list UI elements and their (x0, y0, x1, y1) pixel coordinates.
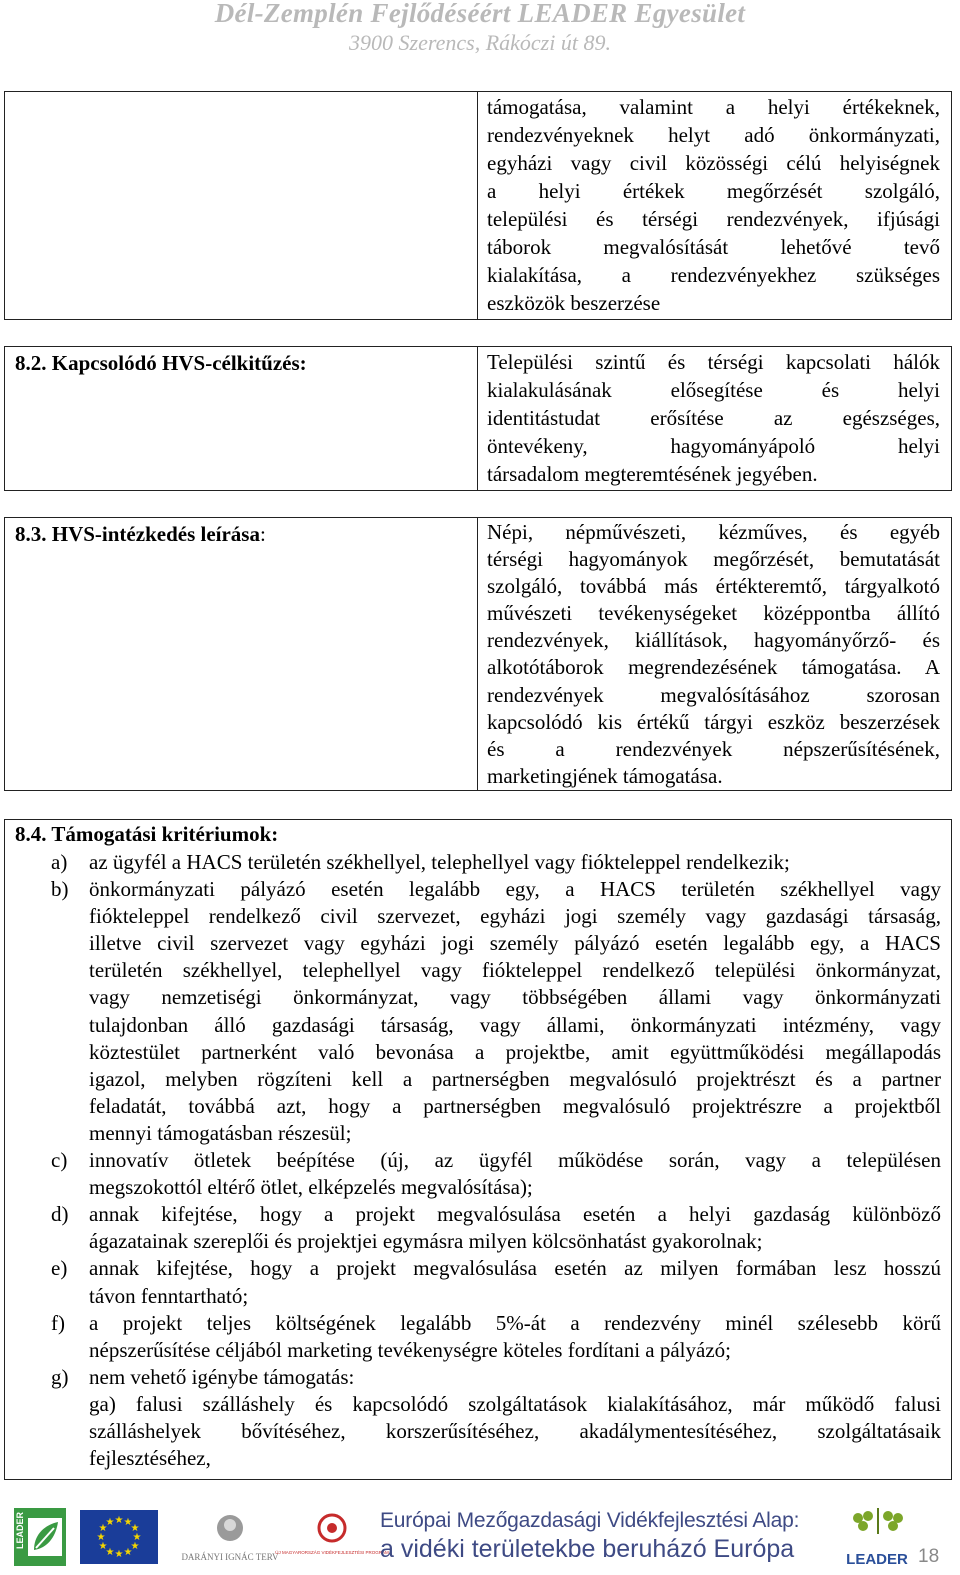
text-line: rendezvények megvalósításához szorosan (487, 682, 940, 707)
row-top-text (487, 93, 940, 317)
text-line: Népi, népművészeti, kézműves, és egyéb (487, 520, 940, 544)
section-title: HVS-intézkedés leírása (51, 522, 260, 546)
leader-logo (838, 1504, 916, 1570)
item-marker: d) (51, 1202, 69, 1227)
svg-text:★: ★ (130, 1523, 140, 1534)
text-line: kialakítása, a rendezvényekhez szükséges (487, 263, 940, 287)
text-line: művészeti tevékenységeket középpontba állító (487, 601, 940, 626)
criteria-item-g (51, 1364, 941, 1472)
text-line: megszokottól eltérő ötlet, elképzelés megvalósítása); (89, 1175, 533, 1200)
leaf-icon (14, 1508, 66, 1566)
eu-stars-icon (80, 1510, 158, 1564)
text-line: társadalom megteremtésének jegyében. (487, 462, 818, 486)
text-line: eszközök beszerzése (487, 291, 661, 315)
leader-side-text: LEADER (15, 1512, 25, 1550)
text-line: igazol, melyben rögzíteni kell a partnerségben megvalósuló projektrészt és a partner (89, 1066, 941, 1091)
criteria-item-e (51, 1255, 941, 1309)
text-line: a helyi értékek megőrzését szolgáló, (487, 179, 940, 203)
section-title: Kapcsolódó HVS-célkitűzés: (51, 351, 307, 375)
text-line: népszerűsítése céljából marketing tevékenységre köteles fordítani a pályázó; (89, 1337, 731, 1362)
column-divider (477, 518, 478, 790)
svg-text:★: ★ (98, 1541, 108, 1552)
criteria-item-b (51, 876, 941, 1147)
text-line: alkotótáborok megrendezésének támogatása. A (487, 655, 940, 680)
svg-text:★: ★ (105, 1517, 115, 1528)
text-line: táborok megvalósítását lehetővé tevő (487, 235, 940, 259)
svg-text:★: ★ (114, 1549, 124, 1560)
text-line: ga) falusi szálláshely és kapcsolódó szolgáltatások kialakításához, már működő falusi (89, 1391, 941, 1416)
grapes-icon (838, 1504, 916, 1570)
page-header (0, 0, 960, 56)
text-line: öntevékeny, hagyományápoló helyi (487, 434, 940, 458)
text-line: települési és térségi rendezvények, ifjúsági (487, 207, 940, 231)
item-marker: g) (51, 1364, 69, 1389)
text-line: mennyi támogatásban részesül; (89, 1120, 352, 1145)
text-line: köztestület partnerként való bevonása a projektbe, amit együttműködési megállapodás (89, 1039, 941, 1064)
text-line: rendezvényeknek helyt adó önkormányzati, (487, 123, 940, 147)
organization-name: Dél-Zemplén Fejlődéséért LEADER Egyesület (214, 0, 746, 28)
text-line: és a rendezvények népszerűsítésének, (487, 736, 940, 761)
text-line: rendezvények, kiállítások, hagyományőrző- és (487, 628, 940, 653)
criteria-item-f (51, 1310, 941, 1364)
portrait-icon (176, 1510, 284, 1566)
column-divider (477, 347, 478, 490)
table-row-8-3 (4, 517, 952, 791)
text-line: térségi hagyományok megőrzését, bemutatását (487, 547, 940, 572)
text-line: Települési szintű és térségi kapcsolati hálók (487, 350, 940, 374)
text-line: annak kifejtése, hogy a projekt megvalósulása esetén a helyi gazdaság különböző (89, 1202, 941, 1227)
text-line: annak kifejtése, hogy a projekt megvalósulása esetén az milyen formában lesz hosszú (89, 1256, 941, 1281)
text-line: innovatív ötletek beépítése (új, az ügyfél működése során, vagy a településen (89, 1148, 941, 1173)
table-row-8-2 (4, 346, 952, 491)
eafrd-line-2: a vidéki területekbe beruházó Európa (380, 1535, 795, 1563)
eafrd-slogan (380, 1508, 830, 1564)
criteria-title: 8.4. Támogatási kritériumok: (15, 822, 279, 846)
column-divider (477, 92, 478, 319)
text-line: illetve civil szervezet vagy egyházi jogi személy pályázó esetén legalább egy, a HACS (89, 931, 941, 956)
text-line: fiókteleppel rendelkező civil szervezet, egyházi jogi személy vagy gazdasági társaság, (89, 904, 941, 929)
svg-text:★: ★ (123, 1517, 133, 1528)
text-line: marketingjének támogatása. (487, 763, 723, 788)
criteria-item-d (51, 1201, 941, 1255)
criteria-item-a (51, 849, 941, 876)
text-line: egyházi vagy civil közösségi célú helyiségnek (487, 151, 940, 175)
text-line: identitástudat erősítése az egészséges, (487, 406, 940, 430)
row-8-3-text (487, 519, 940, 790)
svg-text:★: ★ (98, 1523, 108, 1534)
text-line: ágazatainak szereplői és projektjei egymásra milyen kölcsönhatást gyakorolnak; (89, 1229, 763, 1254)
row-8-3-label (15, 520, 266, 548)
daranyi-ignac-terv-logo (176, 1510, 284, 1566)
item-marker: b) (51, 877, 69, 902)
text-line: az ügyfél a HACS területén székhellyel, telephellyel vagy fiókteleppel rendelkezik; (89, 850, 790, 874)
text-line: feladatát, továbbá azt, hogy a partnerségben megvalósuló projektrészre a projektből (89, 1093, 941, 1118)
page-footer (0, 1500, 960, 1574)
table-row-continuation (4, 91, 952, 320)
page-number: 18 (918, 1546, 940, 1567)
text-line: a projekt teljes költségének legalább 5%-át a rendezvény minél szélesebb körű (89, 1310, 941, 1335)
item-marker: c) (51, 1148, 68, 1173)
section-number: 8.3. (15, 522, 47, 546)
svg-text:★: ★ (132, 1532, 142, 1543)
svg-text:★: ★ (105, 1547, 115, 1558)
text-line: kialakulásának elősegítése és helyi (487, 378, 940, 402)
eafrd-line-1: Európai Mezőgazdasági Vidékfejlesztési Alap: (380, 1509, 800, 1532)
item-marker: e) (51, 1256, 68, 1281)
text-line: területén székhellyel, telephellyel vagy fiókteleppel rendelkező települési önkormányzat, (89, 958, 941, 983)
text-line: fejlesztéséhez, (89, 1446, 211, 1471)
uj-magyarorszag-logo (275, 1510, 389, 1566)
row-8-2-label (15, 349, 307, 377)
criteria-list (51, 849, 941, 1472)
text-line: önkormányzati pályázó esetén legalább egy, a HACS területén székhellyel vagy (89, 877, 941, 902)
criteria-section (4, 819, 952, 1480)
leader-side-logo (14, 1508, 66, 1566)
eu-flag-icon (80, 1510, 158, 1564)
um-text: ÚJ MAGYARORSZÁG VIDÉKFEJLESZTÉSI PROGRAM (275, 1550, 389, 1555)
text-line: szálláshelyek bővítéséhez, korszerűsítéséhez, akadálymentesítéséhez, szolgáltatásaik (89, 1418, 941, 1443)
svg-text:★: ★ (114, 1515, 124, 1526)
text-line: tulajdonban álló gazdasági társaság, vagy állami, önkormányzati intézmény, vagy (89, 1012, 941, 1037)
svg-text:★: ★ (123, 1547, 133, 1558)
um-emblem-icon (275, 1510, 389, 1566)
item-marker: f) (51, 1310, 65, 1335)
criteria-item-c (51, 1147, 941, 1201)
organization-address: 3900 Szerencs, Rákóczi út 89. (349, 30, 611, 55)
text-line: távon fenntartható; (89, 1283, 249, 1308)
text-line: vagy nemzetiségi önkormányzat, vagy többségében állami vagy önkormányzati (89, 985, 941, 1010)
item-marker: a) (51, 850, 68, 874)
svg-text:★: ★ (96, 1532, 106, 1543)
text-line: támogatása, valamint a helyi értékeknek, (487, 95, 940, 119)
svg-text:★: ★ (130, 1541, 140, 1552)
section-number: 8.2. (15, 351, 47, 375)
row-8-2-text (487, 348, 940, 488)
leader-logo-text: LEADER (846, 1551, 908, 1568)
label-colon: : (259, 522, 266, 546)
text-line: nem vehető igénybe támogatás: (89, 1364, 355, 1389)
text-line: kapcsolódó kis értékű tárgyi eszköz beszerzések (487, 709, 940, 734)
text-line: szolgáló, továbbá más értékteremtő, tárgyalkotó (487, 574, 940, 599)
darany-text: DARÁNYI IGNÁC TERV (181, 1552, 279, 1562)
